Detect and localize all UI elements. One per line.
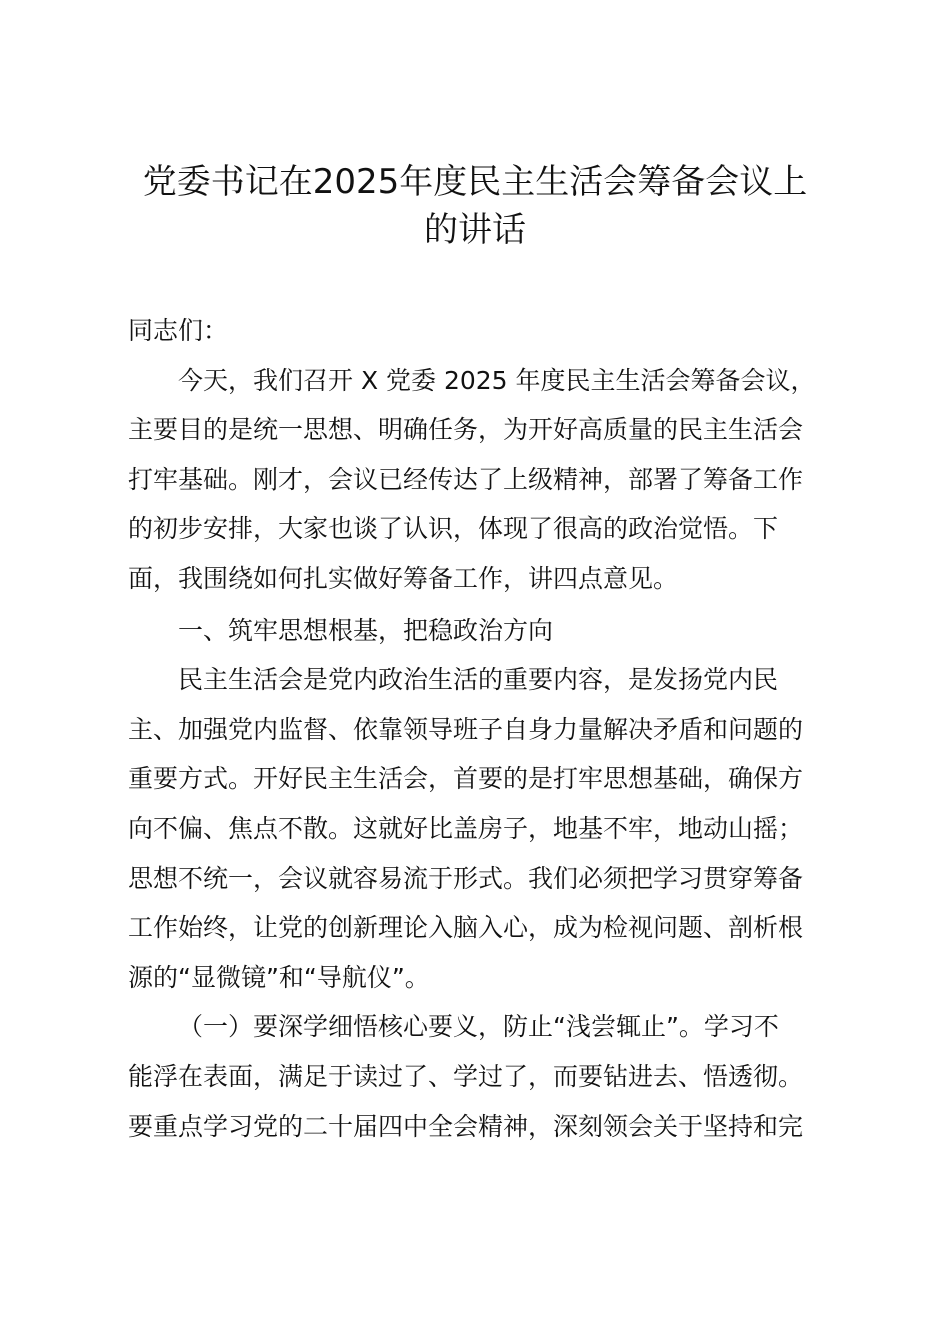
text-line: 的初步安排，大家也谈了认识，体现了很高的政治觉悟。下 (128, 514, 779, 544)
text-line: 主要目的是统一思想、明确任务，为开好高质量的民主生活会 (128, 415, 804, 445)
text-line: 源的“显微镜”和“导航仪”。 (128, 962, 430, 992)
title-line: 的讲话 (424, 210, 526, 250)
section-heading (128, 606, 838, 656)
title-line: 党委书记在2025年度民主生活会筹备会议上 (142, 162, 808, 202)
heading-line: 一、筑牢思想根基，把稳政治方向 (178, 615, 554, 645)
text-line: 今天，我们召开 X 党委 2025 年度民主生活会筹备会议， (178, 365, 816, 395)
text-line: 工作始终，让党的创新理论入脑入心，成为检视问题、剖析根 (128, 913, 804, 943)
text-line: 能浮在表面，满足于读过了、学过了，而要钻进去、悟透彻。 (128, 1061, 804, 1091)
salutation: 同志们： (128, 316, 229, 345)
paragraph-section-1 (128, 655, 838, 1002)
document-body (128, 306, 838, 1151)
text-line: 重要方式。开好民主生活会，首要的是打牢思想基础，确保方 (128, 764, 804, 794)
text-line: 要重点学习党的二十届四中全会精神，深刻领会关于坚持和完 (128, 1111, 804, 1141)
text-line: 思想不统一，会议就容易流于形式。我们必须把学习贯穿筹备 (128, 863, 804, 893)
text-line: 民主生活会是党内政治生活的重要内容，是发扬党内民 (178, 665, 779, 695)
document-title (0, 158, 950, 254)
text-line: 打牢基础。刚才，会议已经传达了上级精神，部署了筹备工作 (128, 464, 804, 494)
text-line: （一）要深学细悟核心要义，防止“浅尝辄止”。学习不 (178, 1012, 779, 1042)
paragraph-subsection-1 (128, 1002, 838, 1151)
paragraph-intro (128, 356, 838, 604)
text-line: 面，我围绕如何扎实做好筹备工作，讲四点意见。 (128, 563, 679, 593)
text-line: 向不偏、焦点不散。这就好比盖房子，地基不牢，地动山摇； (128, 813, 804, 843)
text-line: 主、加强党内监督、依靠领导班子自身力量解决矛盾和问题的 (128, 714, 804, 744)
